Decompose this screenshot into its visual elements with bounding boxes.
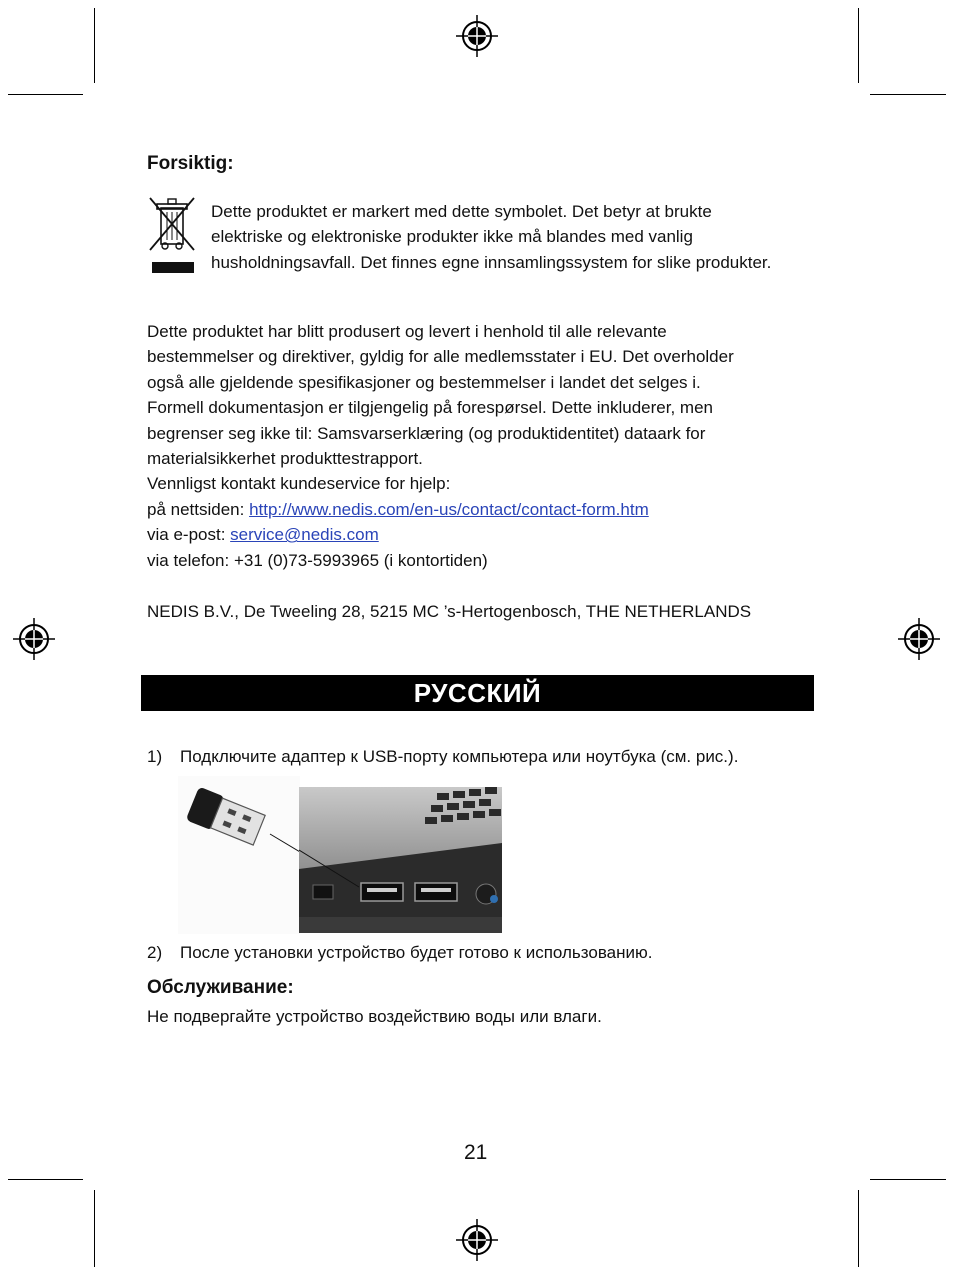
maintenance-text: Не подвергайте устройство воздействию воды или влаги.	[147, 1007, 602, 1026]
text-line: materialsikkerhet produkttestrapport.	[147, 449, 423, 469]
crop-mark	[8, 1179, 83, 1180]
section-title: РУССКИЙ	[413, 677, 542, 708]
section-title-bar	[141, 675, 814, 711]
crop-mark	[8, 94, 83, 95]
weee-notice	[211, 199, 771, 275]
page-number: 21	[464, 1141, 488, 1164]
text-line: begrenser seg ikke til: Samsvarserklæring (og produktidentitet) dataark for	[147, 423, 706, 443]
crop-mark	[94, 8, 95, 83]
text-line: Vennligst kontakt kundeservice for hjelp:	[147, 474, 451, 494]
website-line	[147, 497, 734, 522]
text-line: bestemmelser og direktiver, gyldig for alle medlemsstater i EU. Det overholder	[147, 347, 734, 367]
step-text: Подключите адаптер к USB-порту компьютера или ноутбука (см. рис.).	[180, 747, 739, 766]
website-link[interactable]: http://www.nedis.com/en-us/contact/contact-form.htm	[249, 499, 649, 519]
crop-mark	[858, 8, 859, 83]
registration-mark-icon	[12, 617, 56, 661]
crop-mark	[870, 1179, 946, 1180]
email-line	[147, 522, 734, 547]
registration-mark-icon	[897, 617, 941, 661]
email-label: via e-post:	[147, 525, 231, 545]
step-number: 2)	[147, 943, 163, 962]
text-line: også alle gjeldende spesifikasjoner og bestemmelser i landet det selges i.	[147, 372, 701, 392]
caution-heading: Forsiktig:	[147, 153, 234, 174]
laptop-ports-photo	[299, 787, 502, 933]
registration-mark-icon	[455, 14, 499, 58]
crop-mark	[94, 1190, 95, 1267]
usb-adapter-illustration	[178, 776, 300, 934]
maintenance-heading: Обслуживание:	[147, 977, 294, 998]
step-number: 1)	[147, 747, 163, 766]
text-line: Dette produktet har blitt produsert og levert i henhold til alle relevante	[147, 322, 667, 341]
crop-mark	[870, 94, 946, 95]
text-line: Formell dokumentasjon er tilgjengelig på forespørsel. Dette inkluderer, men	[147, 398, 713, 418]
website-label: på nettsiden:	[147, 499, 250, 519]
step-text: После установки устройство будет готово к использованию.	[180, 943, 653, 962]
email-link[interactable]: service@nedis.com	[230, 525, 379, 545]
registration-mark-icon	[455, 1218, 499, 1262]
text-line: Dette produktet er markert med dette symbolet. Det betyr at brukte	[211, 202, 712, 221]
compliance-paragraph	[147, 319, 734, 573]
weee-bin-icon	[147, 196, 197, 276]
text-line: elektriske og elektroniske produkter ikke må blandes med vanlig	[211, 227, 693, 247]
crop-mark	[858, 1190, 859, 1267]
phone-line: via telefon: +31 (0)73-5993965 (i kontortiden)	[147, 550, 488, 570]
text-line: husholdningsavfall. Det finnes egne innsamlingssystem for slike produkter.	[211, 252, 772, 272]
company-address: NEDIS B.V., De Tweeling 28, 5215 MC ’s-Hertogenbosch, THE NETHERLANDS	[147, 602, 752, 621]
